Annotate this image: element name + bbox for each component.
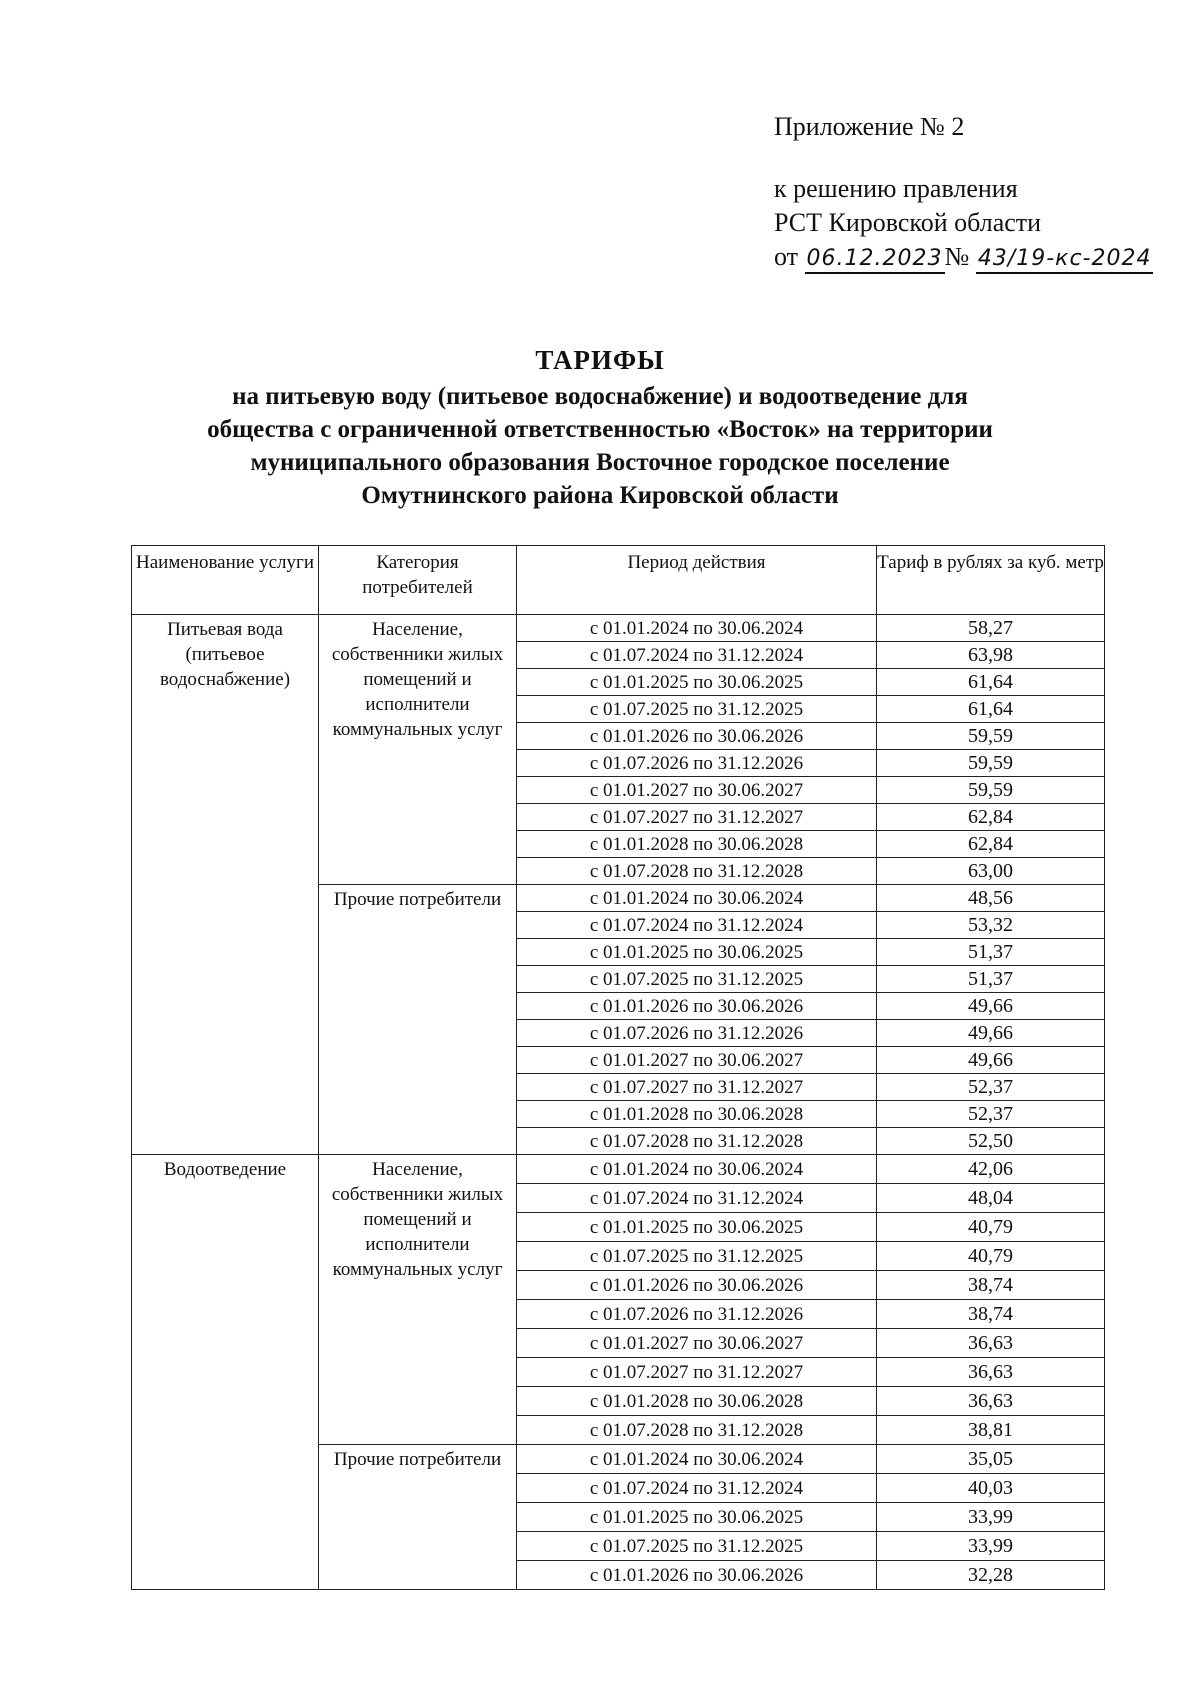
tariff-value-cell: 36,63 xyxy=(877,1329,1105,1358)
tariff-value-cell: 59,59 xyxy=(877,777,1105,804)
column-header-tariff: Тариф в рублях за куб. метр xyxy=(877,546,1105,615)
tariff-value-cell: 52,37 xyxy=(877,1074,1105,1101)
period-cell: с 01.07.2026 по 31.12.2026 xyxy=(517,1020,877,1047)
table-row xyxy=(132,1155,1105,1184)
tariff-value-cell: 49,66 xyxy=(877,1020,1105,1047)
handwritten-number: 43/19-кс-2024 xyxy=(976,246,1154,274)
tariff-value-cell: 52,50 xyxy=(877,1128,1105,1155)
title-line-2: общества с ограниченной ответственностью «Восток» на территории xyxy=(207,416,993,443)
period-cell: с 01.01.2024 по 30.06.2024 xyxy=(517,1445,877,1474)
column-header-category: Категория потребителей xyxy=(319,546,517,615)
table-body xyxy=(132,615,1105,1590)
tariff-value-cell: 40,03 xyxy=(877,1474,1105,1503)
period-cell: с 01.07.2024 по 31.12.2024 xyxy=(517,1474,877,1503)
title-line-4: Омутнинского района Кировской области xyxy=(361,482,839,509)
tariff-value-cell: 38,74 xyxy=(877,1300,1105,1329)
period-cell: с 01.01.2024 по 30.06.2024 xyxy=(517,885,877,912)
period-cell: с 01.07.2025 по 31.12.2025 xyxy=(517,696,877,723)
period-cell: с 01.07.2025 по 31.12.2025 xyxy=(517,966,877,993)
tariff-value-cell: 59,59 xyxy=(877,723,1105,750)
period-cell: с 01.07.2025 по 31.12.2025 xyxy=(517,1242,877,1271)
tariff-value-cell: 52,37 xyxy=(877,1101,1105,1128)
tariff-value-cell: 32,28 xyxy=(877,1561,1105,1590)
period-cell: с 01.01.2025 по 30.06.2025 xyxy=(517,669,877,696)
tariff-value-cell: 63,98 xyxy=(877,642,1105,669)
period-cell: с 01.07.2026 по 31.12.2026 xyxy=(517,750,877,777)
tariff-value-cell: 62,84 xyxy=(877,831,1105,858)
consumer-category-cell: Прочие потребители xyxy=(319,1445,517,1590)
tariff-value-cell: 53,32 xyxy=(877,912,1105,939)
title-line-1: на питьевую воду (питьевое водоснабжение) и водоотведение для xyxy=(232,383,968,410)
consumer-category-cell: Прочие потребители xyxy=(319,885,517,1155)
column-header-service: Наименование услуги xyxy=(132,546,319,615)
tariff-value-cell: 36,63 xyxy=(877,1387,1105,1416)
period-cell: с 01.01.2024 по 30.06.2024 xyxy=(517,1155,877,1184)
period-cell: с 01.01.2027 по 30.06.2027 xyxy=(517,777,877,804)
tariff-value-cell: 33,99 xyxy=(877,1532,1105,1561)
tariff-value-cell: 62,84 xyxy=(877,804,1105,831)
decision-line-2: РСТ Кировской области xyxy=(774,208,1042,237)
period-cell: с 01.01.2025 по 30.06.2025 xyxy=(517,1213,877,1242)
tariff-value-cell: 63,00 xyxy=(877,858,1105,885)
decision-line-1: к решению правления xyxy=(774,174,1018,203)
tariff-value-cell: 42,06 xyxy=(877,1155,1105,1184)
tariff-value-cell: 51,37 xyxy=(877,939,1105,966)
tariff-value-cell: 48,04 xyxy=(877,1184,1105,1213)
period-cell: с 01.01.2026 по 30.06.2026 xyxy=(517,1561,877,1590)
service-name-cell: Водоотведение xyxy=(132,1155,319,1590)
period-cell: с 01.07.2026 по 31.12.2026 xyxy=(517,1300,877,1329)
period-cell: с 01.01.2028 по 30.06.2028 xyxy=(517,1387,877,1416)
date-prefix: от xyxy=(774,242,799,271)
tariff-value-cell: 61,64 xyxy=(877,669,1105,696)
handwritten-date: 06.12.2023 xyxy=(805,246,945,274)
tariff-value-cell: 49,66 xyxy=(877,993,1105,1020)
period-cell: с 01.07.2027 по 31.12.2027 xyxy=(517,1074,877,1101)
decision-date-line xyxy=(774,240,1153,274)
tariff-value-cell: 51,37 xyxy=(877,966,1105,993)
tariff-value-cell: 33,99 xyxy=(877,1503,1105,1532)
tariff-value-cell: 49,66 xyxy=(877,1047,1105,1074)
period-cell: с 01.01.2026 по 30.06.2026 xyxy=(517,723,877,750)
period-cell: с 01.01.2026 по 30.06.2026 xyxy=(517,993,877,1020)
title-line-3: муниципального образования Восточное городское поселение xyxy=(250,449,950,476)
tariff-value-cell: 61,64 xyxy=(877,696,1105,723)
tariff-value-cell: 48,56 xyxy=(877,885,1105,912)
period-cell: с 01.01.2025 по 30.06.2025 xyxy=(517,1503,877,1532)
period-cell: с 01.07.2024 по 31.12.2024 xyxy=(517,642,877,669)
tariff-value-cell: 40,79 xyxy=(877,1242,1105,1271)
tariff-value-cell: 40,79 xyxy=(877,1213,1105,1242)
period-cell: с 01.07.2025 по 31.12.2025 xyxy=(517,1532,877,1561)
period-cell: с 01.01.2024 по 30.06.2024 xyxy=(517,615,877,642)
service-name-cell: Питьевая вода (питьевое водоснабжение) xyxy=(132,615,319,1155)
table-row xyxy=(132,615,1105,642)
annex-title: Приложение № 2 xyxy=(774,112,965,141)
period-cell: с 01.01.2025 по 30.06.2025 xyxy=(517,939,877,966)
table-header-row xyxy=(132,546,1105,615)
period-cell: с 01.07.2024 по 31.12.2024 xyxy=(517,912,877,939)
tariff-value-cell: 58,27 xyxy=(877,615,1105,642)
column-header-period: Период действия xyxy=(517,546,877,615)
period-cell: с 01.07.2028 по 31.12.2028 xyxy=(517,1128,877,1155)
period-cell: с 01.07.2024 по 31.12.2024 xyxy=(517,1184,877,1213)
period-cell: с 01.07.2028 по 31.12.2028 xyxy=(517,1416,877,1445)
title-main: ТАРИФЫ xyxy=(535,345,665,375)
period-cell: с 01.07.2027 по 31.12.2027 xyxy=(517,1358,877,1387)
period-cell: с 01.07.2027 по 31.12.2027 xyxy=(517,804,877,831)
period-cell: с 01.01.2028 по 30.06.2028 xyxy=(517,831,877,858)
consumer-category-cell: Население, собственники жилых помещений и исполнители коммунальных услуг xyxy=(319,1155,517,1445)
document-title xyxy=(0,340,1200,512)
number-sign: № xyxy=(944,242,970,271)
period-cell: с 01.07.2028 по 31.12.2028 xyxy=(517,858,877,885)
tariff-value-cell: 36,63 xyxy=(877,1358,1105,1387)
period-cell: с 01.01.2027 по 30.06.2027 xyxy=(517,1047,877,1074)
tariff-value-cell: 59,59 xyxy=(877,750,1105,777)
period-cell: с 01.01.2026 по 30.06.2026 xyxy=(517,1271,877,1300)
annex-header xyxy=(774,110,1153,274)
tariffs-table xyxy=(131,545,1105,1590)
period-cell: с 01.01.2027 по 30.06.2027 xyxy=(517,1329,877,1358)
tariff-value-cell: 38,81 xyxy=(877,1416,1105,1445)
tariff-value-cell: 35,05 xyxy=(877,1445,1105,1474)
consumer-category-cell: Население, собственники жилых помещений и исполнители коммунальных услуг xyxy=(319,615,517,885)
period-cell: с 01.01.2028 по 30.06.2028 xyxy=(517,1101,877,1128)
tariff-value-cell: 38,74 xyxy=(877,1271,1105,1300)
